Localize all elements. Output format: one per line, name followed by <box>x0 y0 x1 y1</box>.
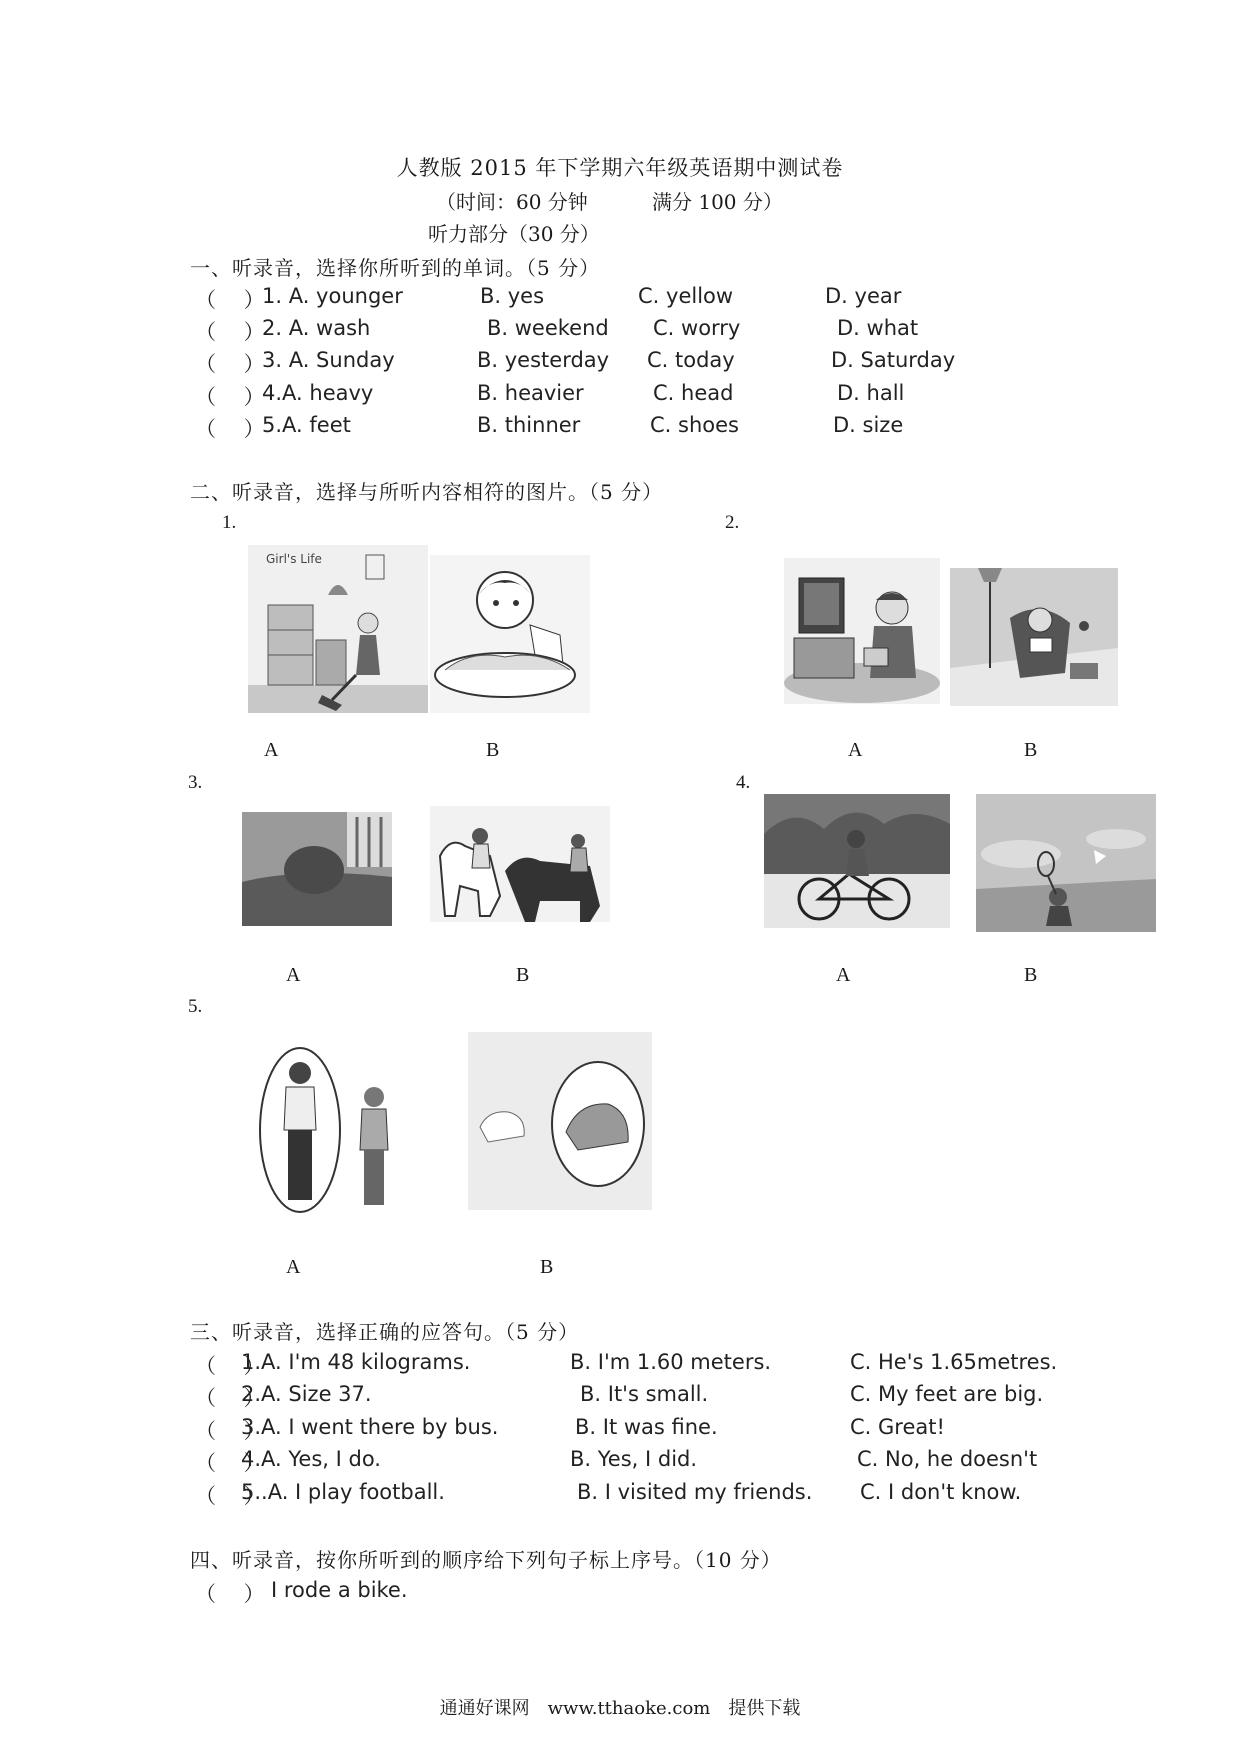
listening-part-title: 听力部分（30 分） <box>428 222 600 246</box>
answer-paren[interactable]: （ ） <box>195 320 265 344</box>
question-number-5: 5. <box>188 996 203 1017</box>
flying-kite-illustration <box>976 794 1156 932</box>
option-label-b: B <box>516 964 530 986</box>
option-c: C. yellow <box>638 284 734 308</box>
picture-girl-sweeping[interactable] <box>248 545 428 713</box>
option-b: B. yesterday <box>477 348 610 372</box>
option-b: B. I visited my friends. <box>577 1480 813 1504</box>
time-info: （时间：60 分钟 <box>436 190 588 214</box>
section4-heading: 四、听录音，按你所听到的顺序给下列句子标上序号。（10 分） <box>190 1548 782 1572</box>
picture-two-shoes[interactable] <box>468 1032 652 1210</box>
option-c: C. Great! <box>850 1415 945 1439</box>
option-b: B. yes <box>480 284 545 308</box>
question-number-1: 1. <box>222 512 237 533</box>
boy-computer-illustration <box>784 558 940 704</box>
answer-paren[interactable]: （ ） <box>195 385 265 409</box>
option-c: C. I don't know. <box>860 1480 1022 1504</box>
section2-heading: 二、听录音，选择与所听内容相符的图片。（5 分） <box>190 480 664 504</box>
option-c: C. shoes <box>650 413 739 437</box>
picture-boy-reading[interactable] <box>950 568 1118 706</box>
option-a: 4.A. heavy <box>262 381 374 405</box>
option-label-b: B <box>486 739 500 761</box>
option-a: 4.A. Yes, I do. <box>241 1447 381 1471</box>
option-c: C. My feet are big. <box>850 1382 1044 1406</box>
picture-two-boys[interactable] <box>256 1045 416 1215</box>
score-info: 满分 100 分） <box>652 190 783 214</box>
option-d: D. size <box>833 413 904 437</box>
riding-horses-illustration <box>430 806 610 922</box>
option-d: D. hall <box>837 381 905 405</box>
picture-boy-computer[interactable] <box>784 558 940 704</box>
option-a: 1.A. I'm 48 kilograms. <box>241 1350 471 1374</box>
answer-paren[interactable]: （ ） <box>195 1451 265 1475</box>
option-a: 3. A. Sunday <box>262 348 395 372</box>
question-number-2: 2. <box>725 512 740 533</box>
option-c: C. head <box>653 381 734 405</box>
option-b: B. It's small. <box>580 1382 709 1406</box>
riding-bike-illustration <box>764 794 950 928</box>
picture-riding-bike[interactable] <box>764 794 950 928</box>
girl-washing-illustration <box>430 555 590 713</box>
picture-riding-horses[interactable] <box>430 806 610 922</box>
picture-flying-kite[interactable] <box>976 794 1156 932</box>
sleeping-illustration <box>242 812 392 926</box>
girls-life-logo: Girl's Life <box>266 552 322 566</box>
option-a: 1. A. younger <box>262 284 403 308</box>
answer-paren[interactable]: （ ） <box>195 1484 265 1508</box>
answer-paren[interactable]: （ ） <box>195 1582 265 1606</box>
option-label-b: B <box>1024 964 1038 986</box>
answer-paren[interactable]: （ ） <box>195 1386 265 1410</box>
picture-sleeping[interactable] <box>242 812 392 926</box>
option-d: D. Saturday <box>831 348 956 372</box>
section1-heading: 一、听录音，选择你所听到的单词。（5 分） <box>190 256 601 280</box>
option-label-a: A <box>848 739 863 761</box>
option-b: B. I'm 1.60 meters. <box>570 1350 772 1374</box>
page-title: 人教版 2015 年下学期六年级英语期中测试卷 <box>396 156 844 180</box>
option-d: D. what <box>837 316 919 340</box>
option-a: 3.A. I went there by bus. <box>241 1415 499 1439</box>
option-b: B. weekend <box>487 316 609 340</box>
option-c: C. today <box>647 348 735 372</box>
question-number-3: 3. <box>188 772 203 793</box>
option-c: C. No, he doesn't <box>857 1447 1038 1471</box>
option-label-b: B <box>1024 739 1038 761</box>
option-label-a: A <box>264 739 279 761</box>
option-b: B. Yes, I did. <box>570 1447 698 1471</box>
answer-paren[interactable]: （ ） <box>195 288 265 312</box>
picture-girl-washing[interactable] <box>430 555 590 713</box>
option-a: 2.A. Size 37. <box>241 1382 372 1406</box>
option-label-b: B <box>540 1256 554 1278</box>
girl-sweeping-illustration <box>248 545 428 713</box>
option-d: D. year <box>825 284 902 308</box>
two-boys-illustration <box>256 1045 416 1215</box>
option-label-a: A <box>836 964 851 986</box>
page-footer: 通通好课网 www.tthaoke.com 提供下载 <box>439 1698 801 1719</box>
option-a: 5..A. I play football. <box>241 1480 445 1504</box>
question-number-4: 4. <box>736 772 751 793</box>
sentence-text: I rode a bike. <box>271 1578 408 1602</box>
answer-paren[interactable]: （ ） <box>195 1354 265 1378</box>
answer-paren[interactable]: （ ） <box>195 417 265 441</box>
option-c: C. worry <box>653 316 741 340</box>
option-b: B. heavier <box>477 381 584 405</box>
option-b: B. thinner <box>477 413 581 437</box>
section3-heading: 三、听录音，选择正确的应答句。（5 分） <box>190 1320 580 1344</box>
answer-paren[interactable]: （ ） <box>195 352 265 376</box>
answer-paren[interactable]: （ ） <box>195 1419 265 1443</box>
option-label-a: A <box>286 964 301 986</box>
boy-reading-illustration <box>950 568 1118 706</box>
option-a: 2. A. wash <box>262 316 371 340</box>
two-shoes-illustration <box>468 1032 652 1210</box>
option-label-a: A <box>286 1256 301 1278</box>
option-c: C. He's 1.65metres. <box>850 1350 1058 1374</box>
option-b: B. It was fine. <box>575 1415 718 1439</box>
option-a: 5.A. feet <box>262 413 351 437</box>
